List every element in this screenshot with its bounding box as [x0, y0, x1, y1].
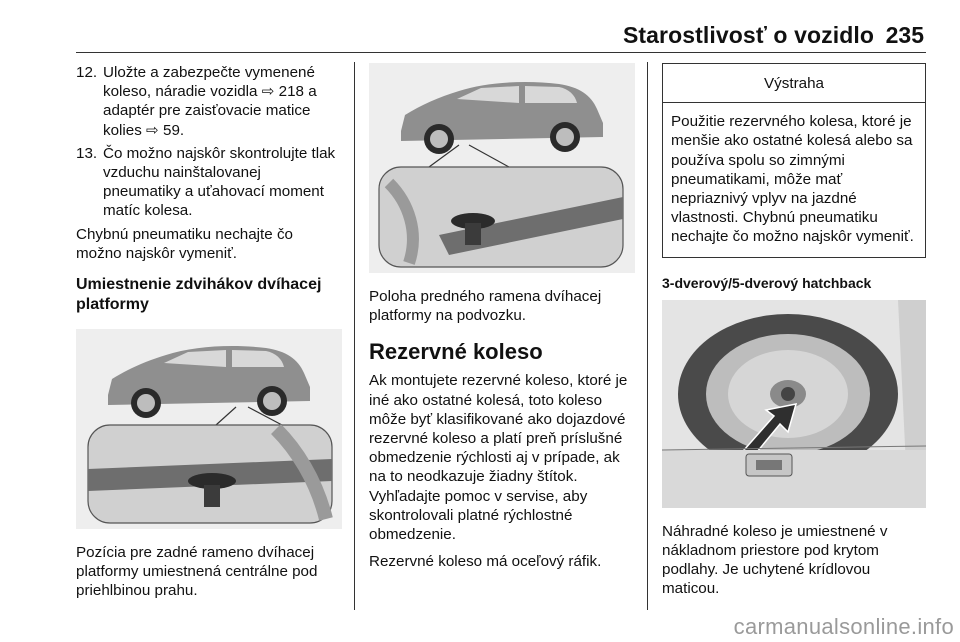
paragraph: Ak montujete rezervné koleso, ktoré je iné ako ostatné kolesá, toto koleso môže byť klasifikované ako dojazdové rezervné koleso a platí preň príslušné obmedzenie rýchlosti aj v prípade, ak na to neodkazuje žiadny štítok. Vyhľadajte pomoc v servise, aby skontrolovali platné rýchlostné obmedzenie.: [369, 372, 628, 544]
column-2: [369, 63, 635, 579]
front-lift-point-illustration: [369, 63, 635, 273]
subheading-lift-points: Umiestnenie zdvihákov dvíhacej platformy: [76, 276, 322, 314]
column-1: [76, 63, 342, 601]
figure-caption: Poloha predného ramena dvíhacej platformy na podvozku.: [369, 288, 602, 325]
subheading-hatchback: 3-dverový/5-dverový hatchback: [662, 274, 872, 291]
header-rule: [76, 52, 926, 53]
figure-caption: Náhradné koleso je umiestnené v nákladnom priestore pod krytom podlahy. Je uchytené krídlovou maticou.: [662, 522, 888, 598]
list-item: [76, 144, 342, 221]
rear-lift-point-illustration: [76, 329, 342, 529]
list-item: [76, 63, 342, 140]
list-number: 12.: [76, 64, 98, 81]
paragraph: Chybnú pneumatiku nechajte čo možno najskôr vymeniť.: [76, 225, 293, 262]
watermark: carmanualsonline.info: [733, 614, 954, 639]
list-number: 13.: [76, 144, 98, 162]
warning-box: [662, 63, 926, 258]
page-number: 235: [885, 22, 924, 48]
warning-text: Použitie rezervného kolesa, ktoré je menšie ako ostatné kolesá alebo sa používa spolu so zimnými pneumatikami, môže mať nepriaznivý vplyv na jazdné vlastnosti. Chybnú pneumatiku nechajte čo možno najskôr vymeniť.: [671, 113, 914, 246]
paragraph: Rezervné koleso má oceľový ráfik.: [369, 553, 602, 571]
running-header-title: Starostlivosť o vozidlo: [622, 22, 874, 48]
warning-title: Výstraha: [663, 64, 925, 103]
list-text: Uložte a zabezpečte vymenené koleso, náradie vozidla ⇨ 218 a adaptér pre zaisťovacie matice kolies ⇨ 59.: [103, 64, 317, 139]
column-divider-1: [354, 62, 355, 610]
column-3: [662, 63, 928, 598]
list-text: Čo možno najskôr skontrolujte tlak vzduchu nainštalovanej pneumatiky a uťahovací moment matíc kolesa.: [103, 144, 336, 220]
section-heading-spare-wheel: Rezervné koleso: [369, 339, 543, 365]
spare-wheel-illustration: [662, 300, 926, 508]
figure-caption: Pozícia pre zadné rameno dvíhacej platformy umiestnená centrálne pod priehlbinou prahu.: [76, 544, 318, 600]
column-divider-2: [647, 62, 648, 610]
